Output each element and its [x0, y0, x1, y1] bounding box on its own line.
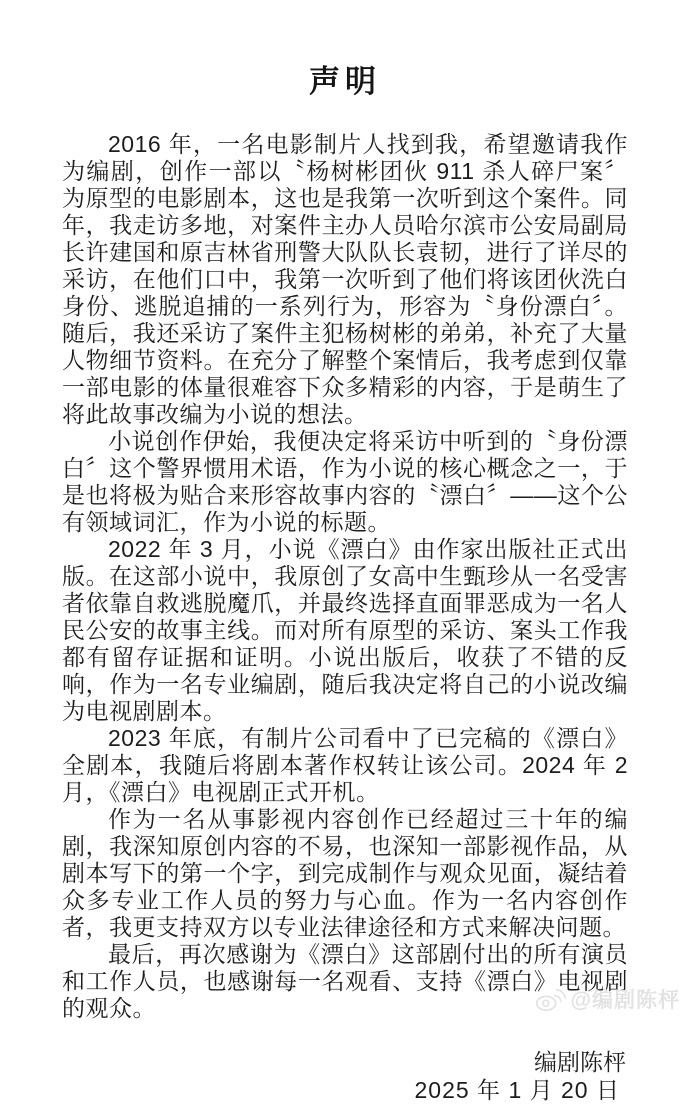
document-title: 声明 [309, 64, 381, 99]
statement-paragraph: 2016 年，一名电影制片人找到我，希望邀请我作为编剧，创作一部以〝杨树彬团伙 911 杀人碎尸案〞为原型的电影剧本，这也是我第一次听到这个案件。同年，我走访多地，对案件主办人员哈尔滨市公安局副局长许建国和原吉林省刑警大队队长袁韧，进行了详尽的采访，在他们口中，我第一次听到了他们将该团伙洗白身份、逃脱追捕的一系列行为，形容为〝身份漂白〞。随后，我还采访了案件主犯杨树彬的弟弟，补充了大量人物细节资料。在充分了解整个案情后，我考虑到仅靠一部电影的体量很难容下众多精彩的内容，于是萌生了将此故事改编为小说的想法。 [62, 131, 628, 427]
statement-paragraph: 最后，再次感谢为《漂白》这部剧付出的所有演员和工作人员，也感谢每一名观看、支持《漂白》电视剧的观众。 [62, 941, 628, 1021]
statement-body [62, 131, 628, 1022]
signature-name: 编剧陈枰 [534, 1049, 626, 1075]
signature-date: 2025 年 1 月 20 日 [414, 1077, 620, 1103]
statement-paragraph: 2022 年 3 月，小说《漂白》由作家出版社正式出版。在这部小说中，我原创了女高中生甄珍从一名受害者依靠自救逃脱魔爪，并最终选择直面罪恶成为一名人民公安的故事主线。而对所有原型的采访、案头工作我都有留存证据和证明。小说出版后，收获了不错的反响，作为一名专业编剧，随后我决定将自己的小说改编为电视剧剧本。 [62, 536, 628, 724]
weibo-watermark [535, 984, 680, 1014]
statement-paragraph: 作为一名从事影视内容创作已经超过三十年的编剧，我深知原创内容的不易，也深知一部影视作品，从剧本写下的第一个字，到完成制作与观众见面，凝结着众多专业工作人员的努力与心血。作为一名内容创作者，我更支持双方以专业法律途径和方式来解决问题。 [62, 806, 628, 940]
watermark-text: @编剧陈枰 [570, 989, 680, 1012]
statement-paragraph: 小说创作伊始，我便决定将采访中听到的〝身份漂白〞这个警界惯用术语，作为小说的核心概念之一，于是也将极为贴合来形容故事内容的〝漂白〞——这个公有领域词汇，作为小说的标题。 [62, 428, 628, 535]
statement-paragraph: 2023 年底，有制片公司看中了已完稿的《漂白》全剧本，我随后将剧本著作权转让该公司。2024 年 2 月，《漂白》电视剧正式开机。 [62, 725, 628, 805]
signature-block [62, 1048, 628, 1104]
weibo-icon [535, 986, 566, 1012]
